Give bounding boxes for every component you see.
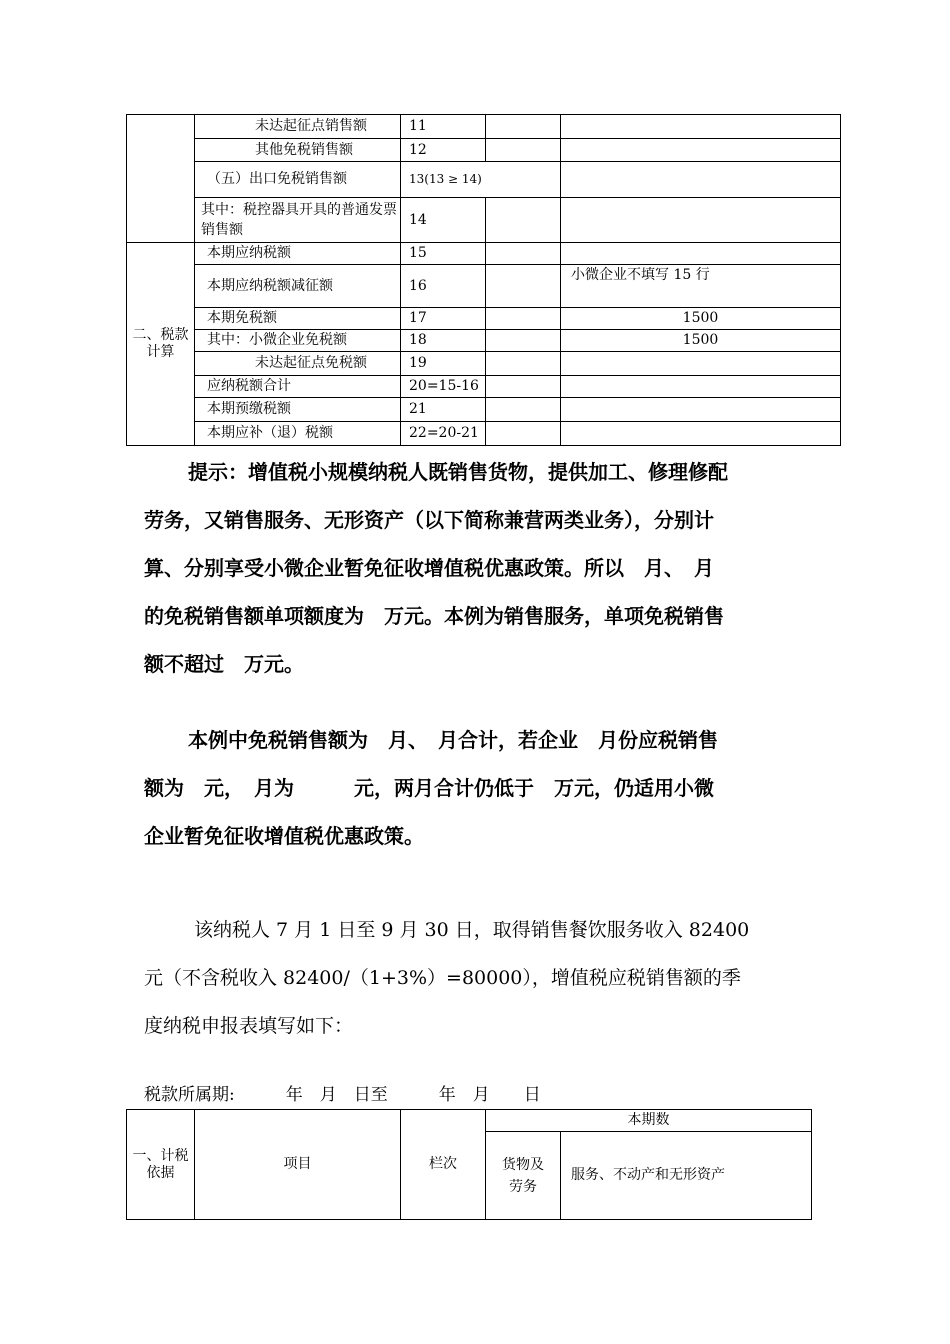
row-label: 其他免税销售额: [195, 139, 401, 162]
scenario-line: 度纳税申报表填写如下：: [144, 1015, 354, 1037]
tip-line: 额不超过 万元。: [144, 652, 304, 676]
section2-title: 二、税款计算: [127, 243, 195, 446]
tip-line: 劳务，又销售服务、无形资产（以下简称兼营两类业务），分别计: [144, 508, 714, 532]
services-header: 服务、不动产和无形资产: [561, 1132, 812, 1220]
current-period-header: 本期数: [486, 1110, 812, 1132]
tip-line: 算、分别享受小微企业暂免征收增值税优惠政策。所以 月、 月: [144, 556, 714, 580]
lower-tax-table: [126, 1109, 812, 1220]
example-line: 企业暂免征收增值税优惠政策。: [144, 824, 424, 848]
row-line: 12: [401, 139, 486, 162]
row-services[interactable]: [561, 243, 841, 265]
table-row: [127, 162, 841, 198]
row-services[interactable]: [561, 115, 841, 139]
upper-tax-table: [126, 114, 841, 446]
row-services[interactable]: 1500: [561, 308, 841, 330]
row-goods[interactable]: [486, 330, 561, 352]
table-row: [127, 265, 841, 308]
row-label: 应纳税额合计: [195, 376, 401, 398]
scenario-paragraph: [144, 906, 824, 1050]
row-services[interactable]: [561, 398, 841, 422]
tip-line: 的免税销售额单项额度为 万元。本例为销售服务，单项免税销售: [144, 604, 724, 628]
example-paragraph: [144, 716, 824, 860]
row-services[interactable]: [561, 162, 841, 198]
row-label: 本期应纳税额: [195, 243, 401, 265]
project-header: 项目: [195, 1110, 401, 1220]
line-header: 栏次: [401, 1110, 486, 1220]
row-goods[interactable]: [486, 398, 561, 422]
example-line: 本例中免税销售额为 月、 月合计，若企业 月份应税销售: [188, 728, 718, 752]
row-line: 20=15-16: [401, 376, 486, 398]
row-services[interactable]: [561, 139, 841, 162]
row-label: 本期应纳税额减征额: [195, 265, 401, 308]
row-services[interactable]: 1500: [561, 330, 841, 352]
row-label: 未达起征点免税额: [195, 352, 401, 376]
tax-period: 税款所属期: 年 月 日至 年 月 日: [144, 1085, 541, 1105]
row-line: 21: [401, 398, 486, 422]
row-services[interactable]: [561, 198, 841, 243]
row-line: 16: [401, 265, 486, 308]
scenario-line: 元（不含税收入 82400/（1+3%）=80000），增值税应税销售额的季: [144, 967, 741, 989]
row-goods[interactable]: [486, 422, 561, 446]
row-label: 未达起征点销售额: [195, 115, 401, 139]
goods-header: 货物及劳务: [486, 1132, 561, 1220]
table-row: [127, 115, 841, 139]
row-line: 19: [401, 352, 486, 376]
row-goods[interactable]: [486, 139, 561, 162]
table-row: [127, 198, 841, 243]
table-header-row: [127, 1110, 812, 1132]
scenario-line: 该纳税人 7 月 1 日至 9 月 30 日，取得销售餐饮服务收入 82400: [194, 919, 750, 941]
table-row: [127, 352, 841, 376]
table-row: [127, 422, 841, 446]
row-services[interactable]: [561, 422, 841, 446]
row-goods[interactable]: [486, 308, 561, 330]
row-line: 18: [401, 330, 486, 352]
row-label: 本期应补（退）税额: [195, 422, 401, 446]
row-goods[interactable]: [486, 198, 561, 243]
row-services-note[interactable]: 小微企业不填写 15 行: [561, 265, 841, 308]
row-label: 本期预缴税额: [195, 398, 401, 422]
table-row: [127, 330, 841, 352]
row-goods[interactable]: [486, 376, 561, 398]
row-label: （五）出口免税销售额: [195, 162, 401, 198]
tip-paragraph: [144, 448, 824, 688]
row-line: 14: [401, 198, 486, 243]
section1-continuation-cell: [127, 115, 195, 243]
row-services[interactable]: [561, 352, 841, 376]
table-row: [127, 376, 841, 398]
row-goods[interactable]: [486, 352, 561, 376]
row-goods[interactable]: [486, 265, 561, 308]
row-line: 22=20-21: [401, 422, 486, 446]
table-row: [127, 308, 841, 330]
example-line: 额为 元， 月为 元，两月合计仍低于 万元，仍适用小微: [144, 776, 714, 800]
row-services[interactable]: [561, 376, 841, 398]
row-goods[interactable]: [486, 115, 561, 139]
row-label: 其中：税控器具开具的普通发票销售额: [195, 198, 401, 243]
row-line: 11: [401, 115, 486, 139]
row-line: 15: [401, 243, 486, 265]
table-row: [127, 139, 841, 162]
row-label: 其中：小微企业免税额: [195, 330, 401, 352]
row-label: 本期免税额: [195, 308, 401, 330]
row-line: 13(13 ≥ 14): [401, 162, 561, 198]
table-row: [127, 398, 841, 422]
row-line: 17: [401, 308, 486, 330]
tip-line: 提示：增值税小规模纳税人既销售货物，提供加工、修理修配: [188, 460, 728, 484]
row-goods[interactable]: [486, 243, 561, 265]
section1-title: 一、计税依据: [127, 1110, 195, 1220]
table-row: [127, 243, 841, 265]
